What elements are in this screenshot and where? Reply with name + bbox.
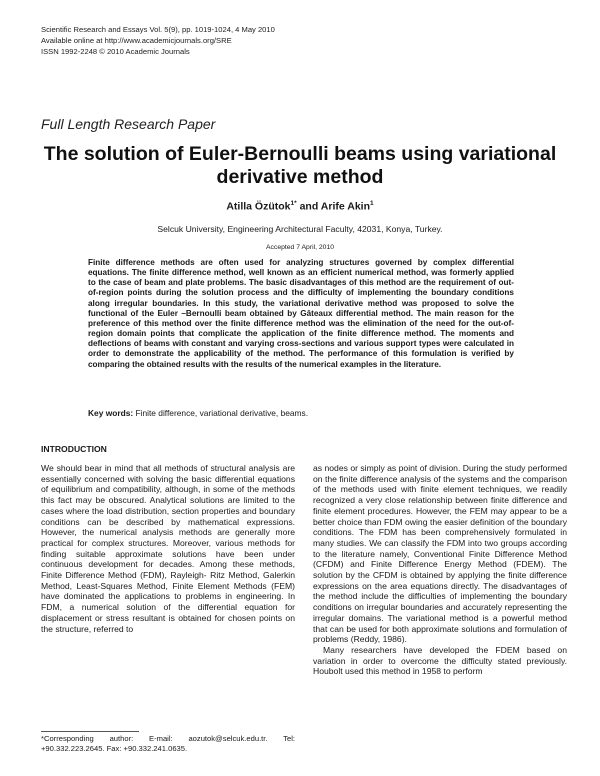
author-name: Atilla Özütok	[226, 200, 291, 213]
keywords-label: Key words:	[88, 408, 134, 418]
journal-url: Available online at http://www.academicjournals.org/SRE	[41, 36, 232, 45]
body-column-right	[313, 463, 567, 677]
accepted-date: Accepted 7 April, 2010	[265, 244, 334, 251]
paragraph: We should bear in mind that all methods of structural analysis are essentially concerned with solving the basic differential equations of equilibrium and compatibility, although, in some of the methods this fact may be obscured. Analytical solutions are limited to the cases where the load distribution, section properties and boundary conditions can be described by mathematical expressions. However, the numerical analysis methods are generally more practical for complex structures. Moreover, various methods for finding suitable approximate solutions have been under continuous development for decades. Among these methods, Finite Difference Method (FDM), Rayleigh- Ritz Method, Galerkin Method, Least-Squares Method, Finite Element Methods (FEM) have dominated the applications to problems in engineering. In FDM, a numerical solution of the differential equation for displacement or stress resultant is obtained for chosen points on the structure, referred to	[41, 463, 295, 634]
paragraph: Many researchers have developed the FDEM based on variation in order to overcome the difficulty stated previously. Houbolt used this method in 1958 to perform	[313, 644, 567, 677]
journal-citation: Scientific Research and Essays Vol. 5(9), pp. 1019-1024, 4 May 2010	[41, 25, 275, 34]
author-affiliation-mark: 1*	[290, 200, 297, 207]
section-heading: INTRODUCTION	[41, 444, 107, 454]
affiliation: Selcuk University, Engineering Architectural Faculty, 42031, Konya, Turkey.	[157, 224, 443, 234]
keywords-text: Finite difference, variational derivative, beams.	[133, 408, 309, 418]
paper-type: Full Length Research Paper	[41, 116, 216, 132]
author-list	[0, 200, 600, 213]
author-connector: and	[296, 200, 321, 213]
author-affiliation-mark: 1	[370, 200, 374, 207]
journal-issn: ISSN 1992-2248 © 2010 Academic Journals	[41, 47, 190, 56]
author-name: Arife Akin	[320, 200, 371, 213]
keywords	[88, 408, 308, 418]
paragraph: as nodes or simply as point of division. During the study performed on the finite difference analysis of the systems and the comparison of the methods used with finite element techniques, we readily recognized a very close relationship between finite difference and finite element procedures. However, the FEM may appear to be a better choice than FDM owing the easier definition of the boundary conditions. The FDM has been comprehensively formulated in many studies. We can classify the FDM into two groups according to the literature namely, Conventional Finite Difference Method (CFDM) and Finite Difference Energy Method (FDEM). The solution by the CFDM is obtained by applying the finite difference expressions on the area equations directly. The disadvantages of the method include the difficulties of implementing the boundary conditions on irregular boundaries and accurately representing the irregular domains. The variational method is a powerful method that can be used for both approximate solutions and formulation of problems (Reddy, 1986).	[313, 463, 567, 645]
body-column-left	[41, 463, 295, 634]
abstract: Finite difference methods are often used for analyzing structures governed by complex differential equations. The finite difference method, well known as an efficient numerical method, was formerly applied to the case of beam and plate problems. The basic disadvantages of this method are the requirement of out-of-region points during the solution process and the difficulty of implementing the boundary conditions along irregular boundaries. In this study, the variational derivative method was proposed to solve the functional of the Euler –Bernoulli beam obtained by Gâteaux differential method. The main reason for the preference of this method over the finite difference method was the elimination of the need for the out-of-region domain points that complicate the application of the finite difference method. The moments and deflections of beams with constant and varying cross-sections and various support types were calculated in order to demonstrate the applicability of the method. The performance of this formulation is verified by comparing the obtained results with the results of the numerical examples in the literature.	[88, 258, 514, 369]
paper-title: The solution of Euler-Bernoulli beams using variational derivative method	[43, 143, 557, 188]
journal-header	[41, 24, 275, 57]
footnote-corresponding-author: *Corresponding author: E-mail: aozutok@selcuk.edu.tr. Tel: +90.332.223.2645. Fax: +90.332.241.0635.	[41, 734, 295, 753]
footnote-divider	[41, 731, 139, 732]
